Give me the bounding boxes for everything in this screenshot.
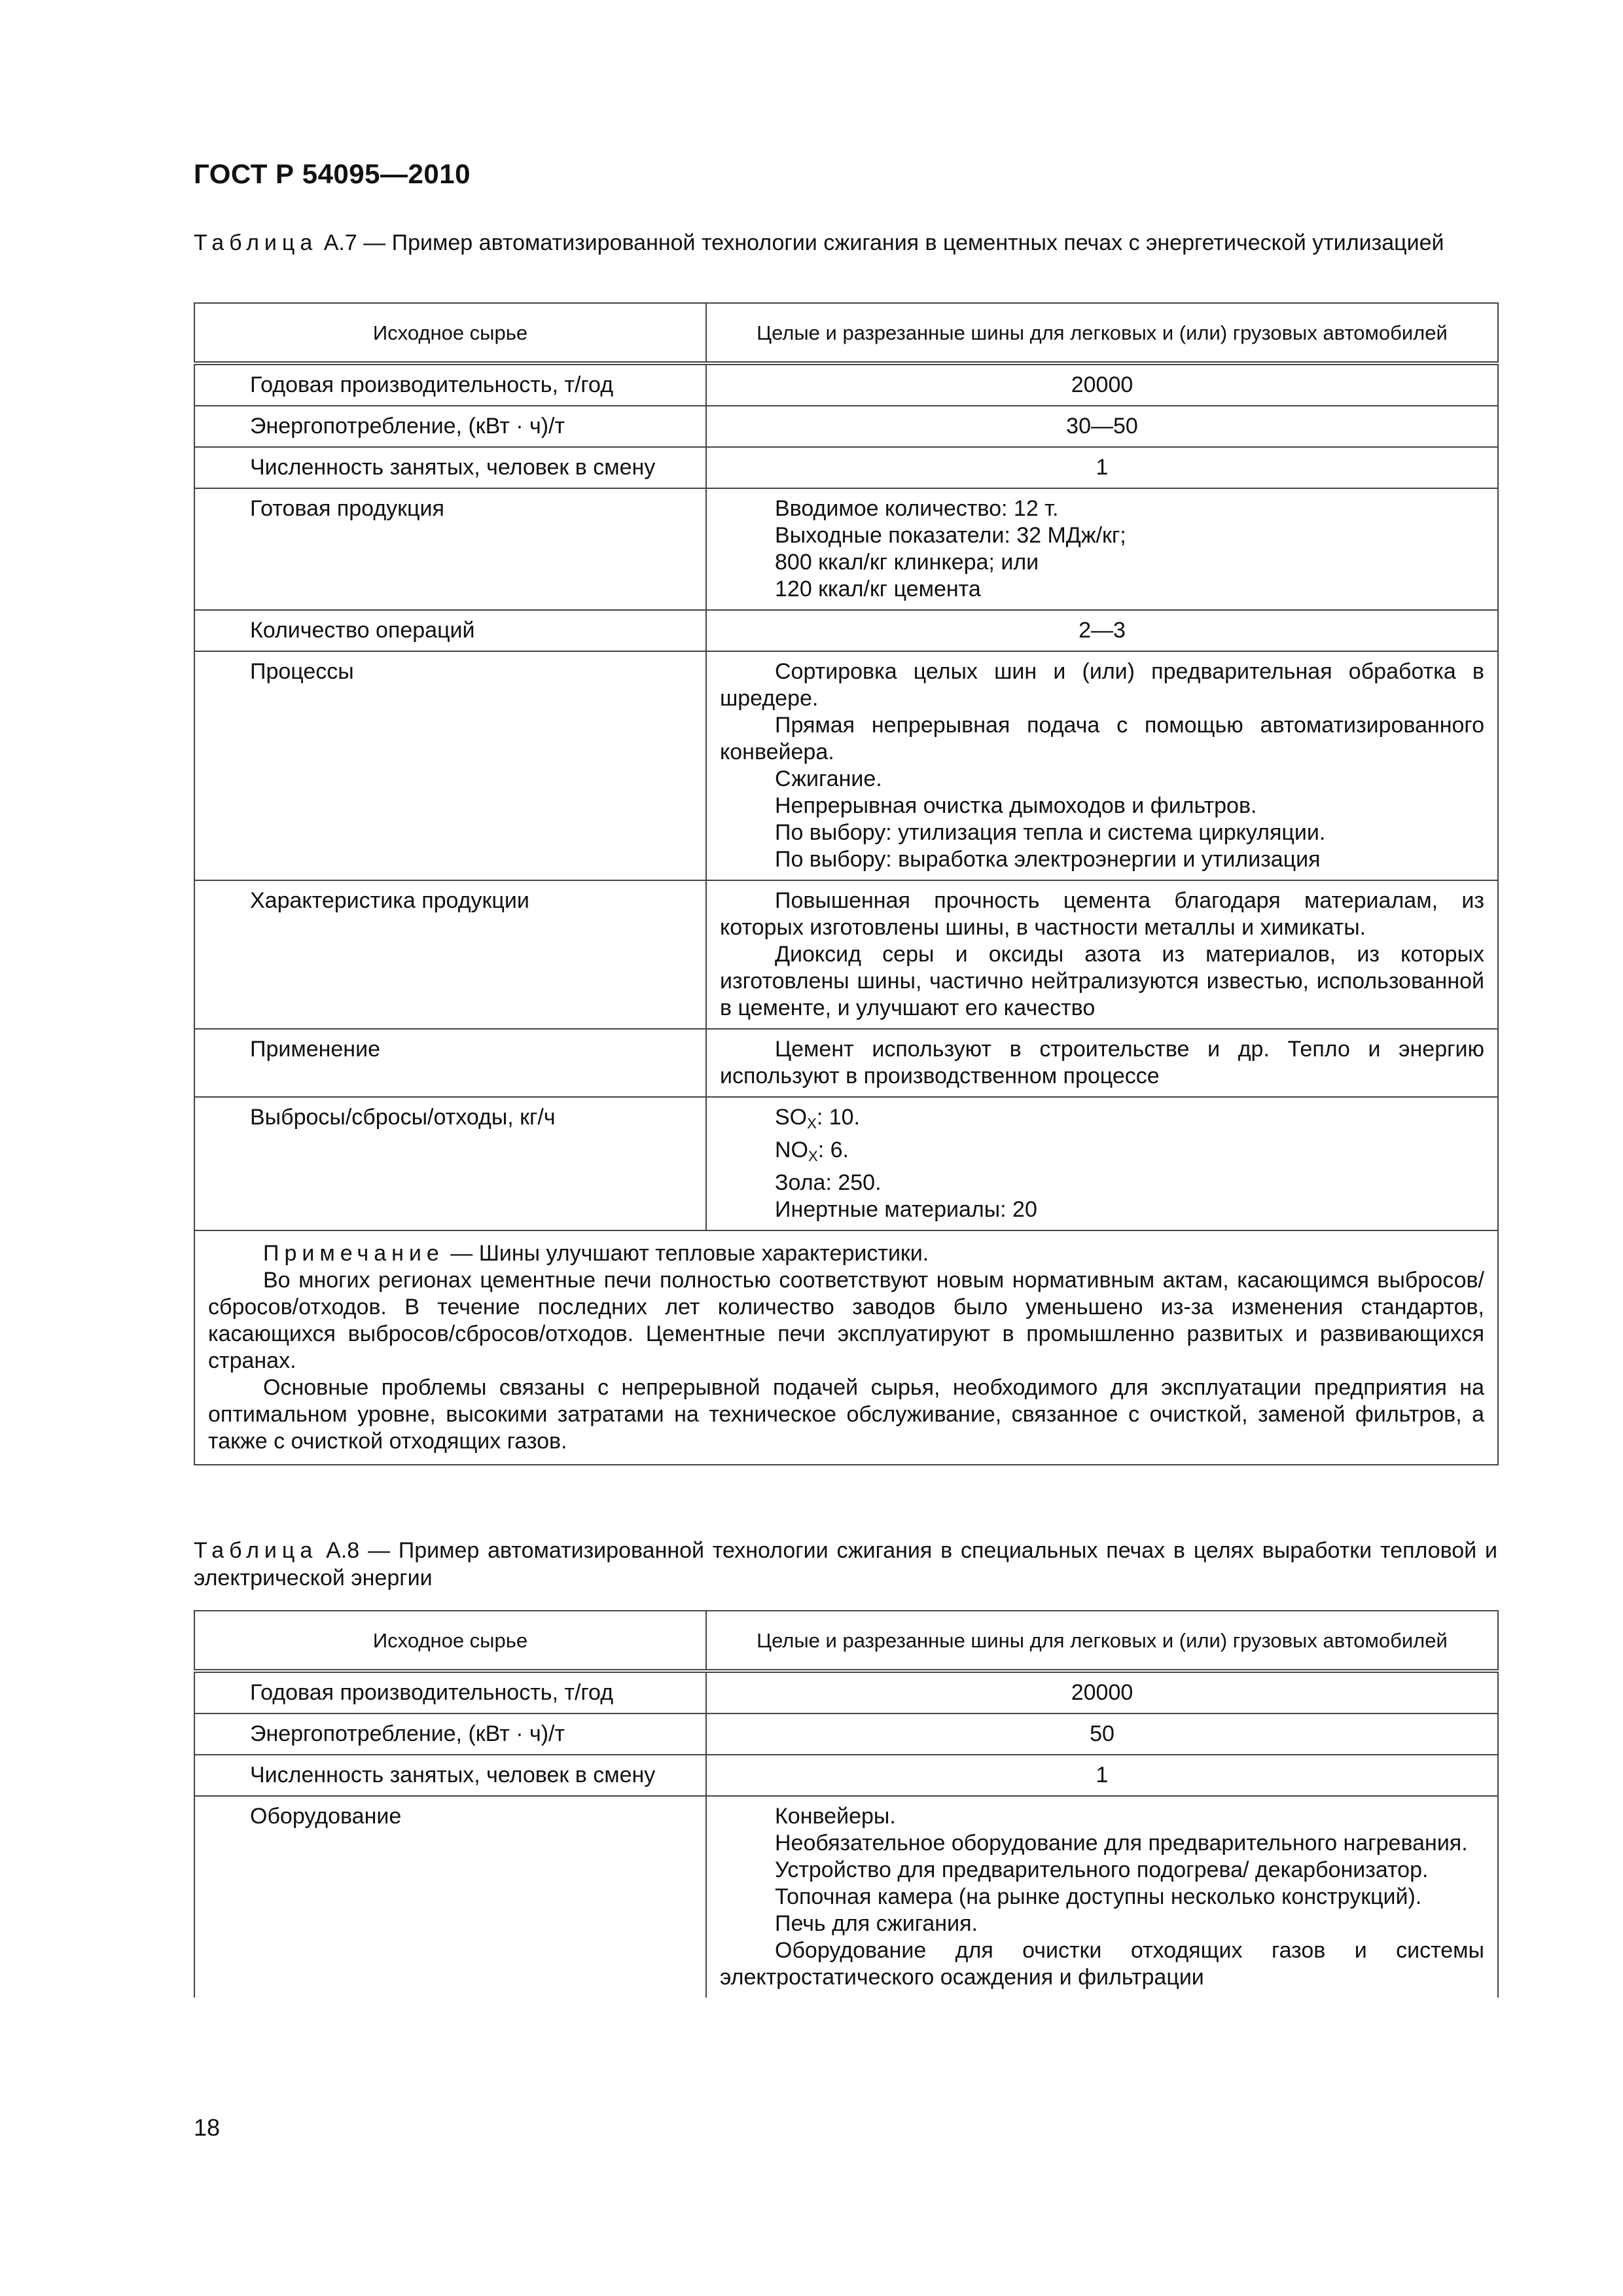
table-a8-caption-text: А.8 — Пример автоматизированной технологии сжигания в специальных печах в целях выработки тепловой и электрической энергии — [194, 1538, 1497, 1590]
row-label: Численность занятых, человек в смену — [194, 1755, 706, 1796]
table-a7 — [194, 302, 1499, 1465]
table-note — [194, 1230, 1498, 1465]
note-first-text: — Шины улучшают тепловые характеристики. — [444, 1241, 929, 1266]
note-paragraph: Во многих регионах цементные печи полностью соответствуют новым нормативным актам, касающимся выбросов/сбросов/отходов. В течение последних лет количество заводов было уменьшено из-за изменения стандартов, касающихся выбросов/сбросов/отходов. Цементные печи эксплуатируют в промышленно развитых и развивающихся странах. — [208, 1268, 1484, 1373]
table-note-row — [194, 1230, 1498, 1465]
value-paragraph: Диоксид серы и оксиды азота из материалов, из которых изготовлены шины, частично нейтрализуются известью, использованной в цементе, и улучшают его качество — [720, 942, 1484, 1020]
table-header-row — [194, 303, 1498, 363]
value-paragraph: По выбору: выработка электроэнергии и утилизация — [775, 847, 1321, 872]
table-row — [194, 1755, 1498, 1796]
row-label: Годовая производительность, т/год — [194, 363, 706, 406]
row-label: Энергопотребление, (кВт · ч)/т — [194, 406, 706, 447]
value-paragraph: Устройство для предварительного подогрева/ декарбонизатор. — [775, 1857, 1429, 1882]
value-paragraph: По выбору: утилизация тепла и система циркуляции. — [775, 820, 1326, 845]
value-line: 800 ккал/кг клинкера; или — [775, 550, 1039, 575]
table-a8-caption — [194, 1537, 1497, 1592]
value-paragraph: Непрерывная очистка дымоходов и фильтров. — [775, 793, 1257, 818]
row-label: Годовая производительность, т/год — [194, 1671, 706, 1713]
value-paragraph: Топочная камера (на рынке доступны несколько конструкций). — [775, 1884, 1422, 1909]
page-number: 18 — [194, 2114, 221, 2141]
table-row — [194, 651, 1498, 880]
row-value — [706, 488, 1498, 610]
row-label: Характеристика продукции — [194, 880, 706, 1029]
note-paragraph: Основные проблемы связаны с непрерывной подачей сырья, необходимого для эксплуатации предприятия на оптимальном уровне, высокими затратами на техническое обслуживание, связанное с очисткой, заменой фильтров, а также с очисткой отходящих газов. — [208, 1375, 1484, 1454]
table-a7-caption-prefix: Таблица — [194, 230, 318, 255]
value-paragraph: Необязательное оборудование для предварительного нагревания. — [775, 1831, 1468, 1856]
emission-ash: Зола: 250. — [775, 1170, 882, 1195]
table-row — [194, 1029, 1498, 1097]
row-value — [706, 1097, 1498, 1230]
row-value: 30—50 — [706, 406, 1498, 447]
table-row — [194, 1097, 1498, 1230]
column-header-raw-material: Исходное сырье — [194, 303, 706, 363]
value-paragraph: Сортировка целых шин и (или) предварительная обработка в шредере. — [720, 659, 1484, 711]
column-header-raw-material: Исходное сырье — [194, 1611, 706, 1671]
table-row — [194, 1671, 1498, 1713]
row-value: 50 — [706, 1713, 1498, 1755]
table-a7-caption-text: А.7 — Пример автоматизированной технологии сжигания в цементных печах с энергетической утилизацией — [317, 230, 1444, 255]
table-header-row — [194, 1611, 1498, 1671]
row-label: Готовая продукция — [194, 488, 706, 610]
row-value — [706, 651, 1498, 880]
row-value: 2—3 — [706, 610, 1498, 651]
row-label: Количество операций — [194, 610, 706, 651]
table-row — [194, 880, 1498, 1029]
table-row — [194, 488, 1498, 610]
column-header-tires: Целые и разрезанные шины для легковых и (или) грузовых автомобилей — [706, 303, 1498, 363]
table-a8 — [194, 1610, 1499, 1998]
table-row — [194, 1796, 1498, 1998]
value-paragraph: Повышенная прочность цемента благодаря материалам, из которых изготовлены шины, в частности металлы и химикаты. — [720, 888, 1484, 940]
value-line: 120 ккал/кг цемента — [775, 577, 981, 601]
row-label: Процессы — [194, 651, 706, 880]
emission-sox: $SO_X$: 10. — [775, 1105, 860, 1132]
row-label: Численность занятых, человек в смену — [194, 447, 706, 488]
value-paragraph: Конвейеры. — [775, 1804, 896, 1829]
value-paragraph: Прямая непрерывная подача с помощью автоматизированного конвейера. — [720, 713, 1484, 764]
value-paragraph: Оборудование для очистки отходящих газов и системы электростатического осаждения и фильтрации — [720, 1938, 1484, 1990]
table-row — [194, 447, 1498, 488]
row-value: 20000 — [706, 363, 1498, 406]
emission-inert: Инертные материалы: 20 — [775, 1197, 1037, 1222]
row-label: Оборудование — [194, 1796, 706, 1998]
table-row — [194, 406, 1498, 447]
note-prefix: Примечание — [263, 1241, 444, 1266]
emission-nox: $NO_X$: 6. — [775, 1138, 849, 1164]
row-value — [706, 1029, 1498, 1097]
table-a7-caption — [194, 229, 1497, 257]
value-paragraph: Сжигание. — [775, 766, 882, 791]
column-header-tires: Целые и разрезанные шины для легковых и (или) грузовых автомобилей — [706, 1611, 1498, 1671]
row-label: Применение — [194, 1029, 706, 1097]
table-row — [194, 1713, 1498, 1755]
row-value: 1 — [706, 1755, 1498, 1796]
table-row — [194, 363, 1498, 406]
row-label: Энергопотребление, (кВт · ч)/т — [194, 1713, 706, 1755]
row-value: 20000 — [706, 1671, 1498, 1713]
value-paragraph: Цемент используют в строительстве и др. Тепло и энергию используют в производственном процессе — [720, 1037, 1484, 1088]
document-id: ГОСТ Р 54095—2010 — [194, 158, 471, 189]
row-value: 1 — [706, 447, 1498, 488]
value-line: Выходные показатели: 32 МДж/кг; — [775, 523, 1126, 548]
note-first-paragraph — [208, 1240, 1484, 1267]
row-value — [706, 1796, 1498, 1998]
row-label: Выбросы/сбросы/отходы, кг/ч — [194, 1097, 706, 1230]
value-paragraph: Печь для сжигания. — [775, 1911, 978, 1936]
table-a8-caption-prefix: Таблица — [194, 1538, 318, 1563]
row-value — [706, 880, 1498, 1029]
table-row — [194, 610, 1498, 651]
value-line: Вводимое количество: 12 т. — [775, 496, 1059, 521]
